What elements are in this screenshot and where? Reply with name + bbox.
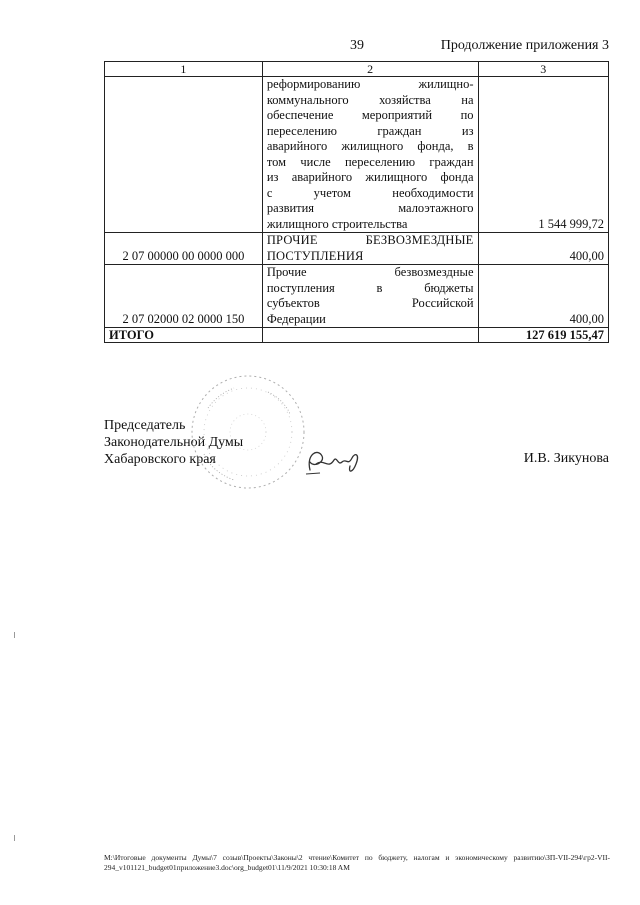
row-name-line: развития малоэтажного	[266, 201, 474, 215]
margin-mark	[14, 835, 15, 841]
handwritten-signature	[300, 444, 370, 478]
row-name-line: аварийного жилищного фонда, в	[266, 139, 474, 153]
total-row	[105, 328, 609, 343]
row-code: 2 07 00000 00 0000 000	[105, 233, 263, 265]
row-name-line: жилищного строительства	[266, 216, 408, 231]
row-name-line: ПОСТУПЛЕНИЯ	[266, 248, 364, 263]
row-name-line: коммунального хозяйства на	[266, 92, 474, 107]
column-header-2: 2	[262, 62, 478, 77]
row-code: 2 07 02000 02 0000 150	[105, 265, 263, 328]
row-sum: 1 544 999,72	[478, 77, 608, 233]
row-name-line: Прочие безвозмездные	[266, 265, 474, 279]
row-name	[262, 77, 478, 233]
row-name-line: обеспечение мероприятий по	[266, 108, 474, 122]
row-sum: 400,00	[478, 265, 608, 328]
signatory-title	[104, 417, 243, 468]
file-path-footer: M:\Итоговые документы Думы\7 созыв\Проекты\Законы\2 чтение\Комитет по бюджету, налогам и экономическому развитию\ЗП-VII-294\гр2-VII-294_v101121_budget01приложение3.doc\org_budget01\11/9/2021 10:30:18 AM	[104, 853, 610, 872]
signatory-title-line: Председатель	[104, 418, 186, 433]
row-name-line: субъектов Российской	[266, 296, 474, 310]
budget-table	[104, 61, 609, 343]
signatory-name: И.В. Зикунова	[523, 451, 609, 466]
row-name-line: из аварийного жилищного фонда	[266, 170, 474, 184]
row-name-line: Федерации	[266, 311, 326, 326]
total-label: ИТОГО	[105, 328, 263, 343]
total-empty-cell	[262, 328, 478, 343]
total-sum: 127 619 155,47	[478, 328, 608, 343]
continuation-label: Продолжение приложения 3	[440, 38, 609, 53]
row-name	[262, 233, 478, 265]
row-name-line: переселению граждан из	[266, 123, 474, 138]
row-name-line: с учетом необходимости	[266, 185, 474, 200]
table-row	[105, 77, 609, 233]
margin-mark	[14, 632, 15, 638]
row-sum: 400,00	[478, 233, 608, 265]
row-name-line: ПРОЧИЕ БЕЗВОЗМЕЗДНЫЕ	[266, 233, 474, 247]
row-name	[262, 265, 478, 328]
column-header-3: 3	[478, 62, 608, 77]
page-number: 39	[350, 38, 364, 53]
row-name-line: поступления в бюджеты	[266, 280, 474, 295]
table-row	[105, 265, 609, 328]
row-name-line: реформированию жилищно-	[266, 77, 474, 91]
signatory-title-line: Хабаровского края	[104, 452, 216, 467]
column-header-1: 1	[105, 62, 263, 77]
signatory-title-line: Законодательной Думы	[104, 435, 244, 450]
table-row	[105, 233, 609, 265]
row-name-line: том числе переселению граждан	[266, 154, 474, 169]
table-header-row	[105, 62, 609, 77]
row-code	[105, 77, 263, 233]
